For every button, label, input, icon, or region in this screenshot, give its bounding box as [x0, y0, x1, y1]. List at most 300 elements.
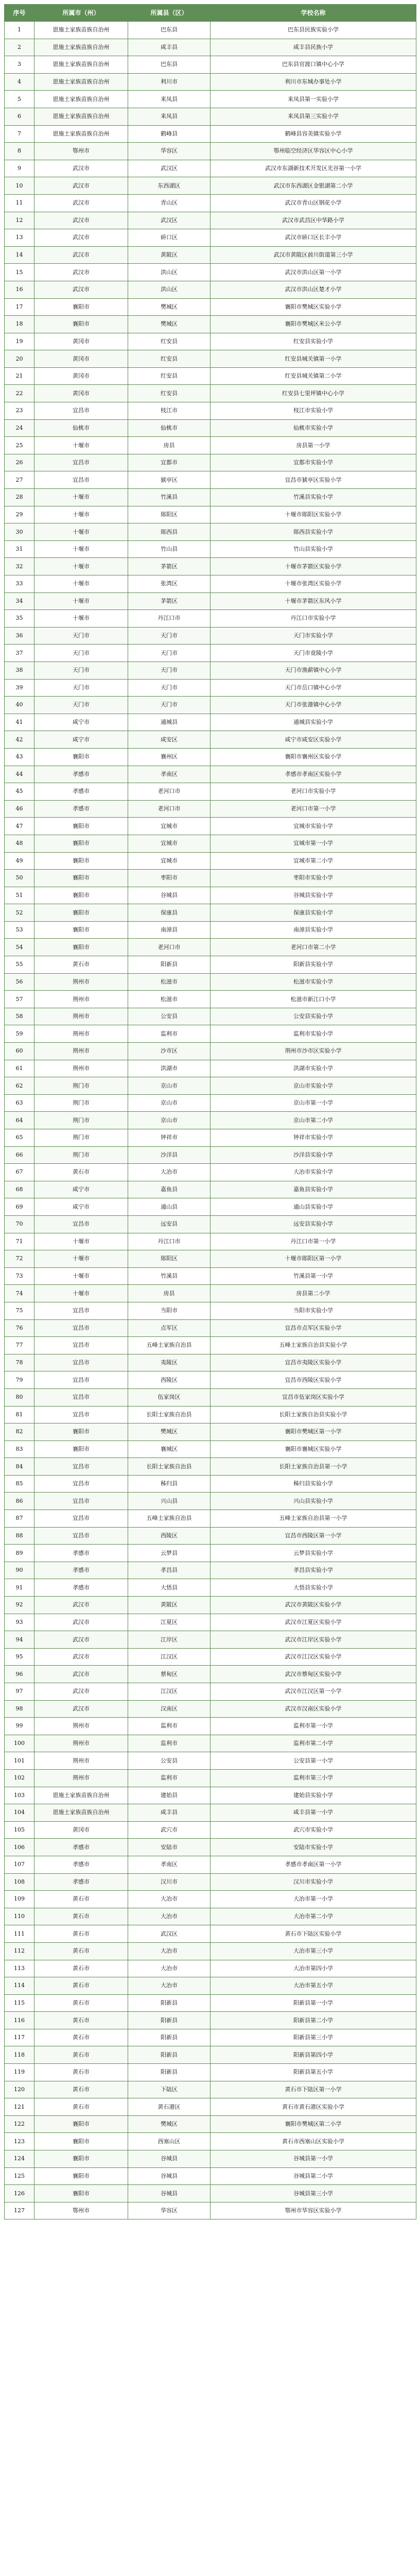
cell-city: 十堰市 [34, 1267, 128, 1285]
cell-city: 孝感市 [34, 1873, 128, 1891]
table-row [5, 973, 416, 991]
table-body [5, 22, 416, 2219]
cell-index: 56 [5, 973, 34, 991]
cell-city: 鄂州市 [34, 143, 128, 160]
cell-index: 25 [5, 437, 34, 454]
cell-index: 122 [5, 2115, 34, 2133]
cell-index: 92 [5, 1597, 34, 1614]
cell-school-name: 通山县实验小学 [211, 1198, 416, 1216]
cell-index: 73 [5, 1267, 34, 1285]
cell-county: 京山市 [128, 1094, 211, 1112]
cell-city: 荆州市 [34, 1060, 128, 1077]
table-row [5, 1267, 416, 1285]
table-row [5, 1458, 416, 1476]
cell-index: 114 [5, 1977, 34, 1995]
cell-index: 87 [5, 1510, 34, 1528]
table-row [5, 1631, 416, 1649]
cell-city: 天门市 [34, 697, 128, 714]
cell-school-name: 监利市第三小学 [211, 1769, 416, 1787]
cell-county: 青山区 [128, 194, 211, 212]
cell-index: 53 [5, 921, 34, 939]
cell-county: 监利市 [128, 1718, 211, 1735]
cell-county: 谷城县 [128, 2150, 211, 2168]
cell-city: 宜昌市 [34, 1388, 128, 1406]
cell-city: 天门市 [34, 662, 128, 679]
cell-index: 20 [5, 350, 34, 368]
cell-index: 106 [5, 1839, 34, 1856]
cell-county: 汉川市 [128, 1873, 211, 1891]
table-row [5, 91, 416, 108]
cell-index: 2 [5, 39, 34, 56]
cell-school-name: 武汉市江汉区实验小学 [211, 1648, 416, 1666]
cell-school-name: 公安县实验小学 [211, 1008, 416, 1025]
cell-index: 26 [5, 454, 34, 471]
cell-index: 76 [5, 1319, 34, 1337]
cell-school-name: 红安县城关镇第二小学 [211, 367, 416, 385]
cell-index: 79 [5, 1371, 34, 1389]
cell-city: 天门市 [34, 645, 128, 662]
cell-index: 46 [5, 800, 34, 818]
cell-school-name: 阳新县实验小学 [211, 956, 416, 974]
cell-school-name: 丹江口市实验小学 [211, 610, 416, 628]
cell-county: 樊城区 [128, 298, 211, 316]
cell-school-name: 武汉市黄陂区实验小学 [211, 1597, 416, 1614]
cell-school-name: 黄石市下陆区实验小学 [211, 1925, 416, 1943]
cell-school-name: 五峰土家族自治县实验小学 [211, 1337, 416, 1354]
table-row [5, 1440, 416, 1458]
table-row [5, 1510, 416, 1528]
cell-city: 荆州市 [34, 973, 128, 991]
cell-school-name: 大冶市第四小学 [211, 1960, 416, 1977]
cell-school-name: 保康县实验小学 [211, 904, 416, 922]
cell-county: 孝昌县 [128, 1562, 211, 1579]
cell-index: 48 [5, 835, 34, 852]
table-row [5, 2064, 416, 2081]
table-row [5, 523, 416, 541]
header-index: 序号 [5, 5, 34, 22]
cell-county: 郧阳区 [128, 1250, 211, 1268]
table-row [5, 1250, 416, 1268]
cell-school-name: 兴山县实验小学 [211, 1493, 416, 1510]
cell-county: 华容区 [128, 2202, 211, 2219]
cell-city: 宜昌市 [34, 1406, 128, 1423]
cell-school-name: 谷城县实验小学 [211, 887, 416, 904]
cell-county: 远安县 [128, 1215, 211, 1233]
cell-index: 125 [5, 2167, 34, 2185]
cell-index: 7 [5, 125, 34, 143]
cell-county: 点军区 [128, 1319, 211, 1337]
cell-city: 宜昌市 [34, 454, 128, 471]
table-row [5, 1077, 416, 1095]
school-table [4, 4, 416, 2219]
cell-school-name: 武汉市武昌区中华路小学 [211, 212, 416, 229]
cell-county: 茅箭区 [128, 592, 211, 610]
cell-city: 襄阳市 [34, 2133, 128, 2150]
cell-index: 94 [5, 1631, 34, 1649]
table-row [5, 610, 416, 628]
cell-city: 十堰市 [34, 506, 128, 523]
cell-city: 武汉市 [34, 177, 128, 195]
cell-index: 108 [5, 1873, 34, 1891]
cell-school-name: 天门市竟陵小学 [211, 645, 416, 662]
table-row [5, 1285, 416, 1302]
cell-county: 长阳土家族自治县 [128, 1458, 211, 1476]
cell-index: 39 [5, 679, 34, 697]
cell-city: 襄阳市 [34, 835, 128, 852]
cell-city: 黄冈市 [34, 350, 128, 368]
cell-city: 十堰市 [34, 575, 128, 593]
cell-city: 咸宁市 [34, 1198, 128, 1216]
cell-county: 猇亭区 [128, 471, 211, 489]
table-row [5, 1337, 416, 1354]
cell-school-name: 公安县第一小学 [211, 1752, 416, 1770]
cell-county: 来凤县 [128, 108, 211, 125]
cell-index: 29 [5, 506, 34, 523]
cell-school-name: 松滋市实验小学 [211, 973, 416, 991]
cell-school-name: 沙洋县实验小学 [211, 1146, 416, 1164]
cell-city: 襄阳市 [34, 2185, 128, 2202]
cell-city: 黄石市 [34, 956, 128, 974]
table-row [5, 714, 416, 731]
cell-index: 83 [5, 1440, 34, 1458]
table-row [5, 1752, 416, 1770]
cell-city: 宜昌市 [34, 1337, 128, 1354]
cell-city: 襄阳市 [34, 1440, 128, 1458]
table-row [5, 1060, 416, 1077]
cell-county: 张湾区 [128, 575, 211, 593]
cell-school-name: 钟祥市实验小学 [211, 1129, 416, 1147]
cell-index: 38 [5, 662, 34, 679]
table-row [5, 2167, 416, 2185]
cell-school-name: 大悟县实验小学 [211, 1579, 416, 1597]
table-row [5, 385, 416, 402]
cell-index: 40 [5, 697, 34, 714]
cell-city: 宜昌市 [34, 1215, 128, 1233]
table-row [5, 939, 416, 956]
table-row [5, 1493, 416, 1510]
cell-city: 襄阳市 [34, 2115, 128, 2133]
cell-index: 90 [5, 1562, 34, 1579]
cell-county: 监利市 [128, 1025, 211, 1043]
cell-index: 28 [5, 489, 34, 506]
cell-school-name: 五峰土家族自治县第一小学 [211, 1510, 416, 1528]
cell-city: 黄石市 [34, 2012, 128, 2029]
cell-index: 84 [5, 1458, 34, 1476]
cell-city: 武汉市 [34, 264, 128, 281]
cell-county: 来凤县 [128, 91, 211, 108]
cell-city: 十堰市 [34, 592, 128, 610]
table-row [5, 2012, 416, 2029]
cell-city: 恩施土家族苗族自治州 [34, 73, 128, 91]
cell-index: 21 [5, 367, 34, 385]
cell-county: 郧阳区 [128, 506, 211, 523]
table-row [5, 1112, 416, 1129]
cell-school-name: 襄阳市樊城区第二小学 [211, 2115, 416, 2133]
cell-city: 恩施土家族苗族自治州 [34, 39, 128, 56]
cell-city: 武汉市 [34, 281, 128, 298]
cell-city: 襄阳市 [34, 921, 128, 939]
cell-school-name: 大冶市第三小学 [211, 1942, 416, 1960]
cell-index: 49 [5, 852, 34, 870]
cell-county: 保康县 [128, 904, 211, 922]
cell-city: 荆州市 [34, 1735, 128, 1752]
cell-city: 黄石市 [34, 2064, 128, 2081]
cell-school-name: 红安县实验小学 [211, 333, 416, 350]
table-row [5, 1025, 416, 1043]
cell-index: 104 [5, 1804, 34, 1822]
cell-city: 黄石市 [34, 2081, 128, 2098]
cell-school-name: 天门市实验小学 [211, 627, 416, 645]
cell-county: 襄州区 [128, 748, 211, 766]
cell-index: 42 [5, 731, 34, 749]
table-row [5, 991, 416, 1008]
header-county: 所属县（区） [128, 5, 211, 22]
cell-index: 61 [5, 1060, 34, 1077]
cell-school-name: 南漳县实验小学 [211, 921, 416, 939]
cell-school-name: 十堰市张湾区实验小学 [211, 575, 416, 593]
cell-index: 54 [5, 939, 34, 956]
cell-city: 十堰市 [34, 437, 128, 454]
cell-school-name: 阳新县第五小学 [211, 2064, 416, 2081]
cell-city: 仙桃市 [34, 419, 128, 437]
table-row [5, 956, 416, 974]
table-row [5, 1787, 416, 1804]
cell-school-name: 房县第二小学 [211, 1285, 416, 1302]
cell-county: 江岸区 [128, 1631, 211, 1649]
cell-school-name: 黄石市黄石港区实验小学 [211, 2098, 416, 2116]
cell-index: 107 [5, 1856, 34, 1873]
table-row [5, 627, 416, 645]
cell-city: 孝感市 [34, 766, 128, 783]
cell-county: 武汉区 [128, 212, 211, 229]
cell-school-name: 天门市岳口镇中心小学 [211, 679, 416, 697]
cell-county: 公安县 [128, 1752, 211, 1770]
cell-county: 孝南区 [128, 1856, 211, 1873]
cell-city: 武汉市 [34, 246, 128, 264]
table-row [5, 125, 416, 143]
cell-city: 孝感市 [34, 1579, 128, 1597]
cell-city: 孝感市 [34, 1856, 128, 1873]
cell-school-name: 大冶市第二小学 [211, 1908, 416, 1925]
cell-county: 老河口市 [128, 783, 211, 801]
table-row [5, 1839, 416, 1856]
cell-county: 房县 [128, 437, 211, 454]
table-row [5, 73, 416, 91]
table-row [5, 1094, 416, 1112]
cell-school-name: 天门市张港镇中心小学 [211, 697, 416, 714]
cell-school-name: 武穴市实验小学 [211, 1821, 416, 1839]
cell-school-name: 武汉市江汉区第一小学 [211, 1683, 416, 1701]
cell-school-name: 阳新县第四小学 [211, 2046, 416, 2064]
table-row [5, 22, 416, 39]
cell-city: 恩施土家族苗族自治州 [34, 91, 128, 108]
cell-city: 恩施土家族苗族自治州 [34, 1804, 128, 1822]
table-row [5, 229, 416, 247]
cell-city: 荆门市 [34, 1077, 128, 1095]
cell-city: 黄石市 [34, 1994, 128, 2012]
table-row [5, 1856, 416, 1873]
cell-city: 荆州市 [34, 1752, 128, 1770]
cell-county: 洪湖市 [128, 1060, 211, 1077]
cell-county: 天门市 [128, 662, 211, 679]
cell-county: 监利市 [128, 1769, 211, 1787]
cell-school-name: 武汉市洪山区第一小学 [211, 264, 416, 281]
cell-city: 孝感市 [34, 1839, 128, 1856]
cell-school-name: 谷城县第一小学 [211, 2150, 416, 2168]
cell-county: 大冶市 [128, 1977, 211, 1995]
cell-city: 孝感市 [34, 1545, 128, 1562]
cell-index: 121 [5, 2098, 34, 2116]
cell-city: 武汉市 [34, 194, 128, 212]
cell-school-name: 咸丰县民族小学 [211, 39, 416, 56]
cell-county: 樊城区 [128, 2115, 211, 2133]
cell-city: 黄冈市 [34, 1821, 128, 1839]
cell-index: 12 [5, 212, 34, 229]
table-row [5, 316, 416, 333]
cell-county: 天门市 [128, 627, 211, 645]
cell-city: 黄石市 [34, 1164, 128, 1181]
cell-county: 宜都市 [128, 454, 211, 471]
cell-school-name: 大冶市实验小学 [211, 1164, 416, 1181]
cell-index: 74 [5, 1285, 34, 1302]
cell-county: 天门市 [128, 679, 211, 697]
table-row [5, 1821, 416, 1839]
cell-school-name: 监利市第二小学 [211, 1735, 416, 1752]
cell-city: 宜昌市 [34, 1319, 128, 1337]
cell-city: 鄂州市 [34, 2202, 128, 2219]
table-header-row [5, 5, 416, 22]
cell-school-name: 来凤县第一实验小学 [211, 91, 416, 108]
cell-index: 112 [5, 1942, 34, 1960]
cell-school-name: 当阳市实验小学 [211, 1302, 416, 1319]
cell-county: 房县 [128, 1285, 211, 1302]
table-row [5, 367, 416, 385]
cell-index: 64 [5, 1112, 34, 1129]
table-row [5, 1146, 416, 1164]
cell-index: 75 [5, 1302, 34, 1319]
cell-county: 谷城县 [128, 2167, 211, 2185]
cell-county: 郧西县 [128, 523, 211, 541]
cell-city: 黄石市 [34, 1908, 128, 1925]
cell-county: 五峰土家族自治县 [128, 1337, 211, 1354]
cell-school-name: 仙桃市实验小学 [211, 419, 416, 437]
cell-school-name: 枣阳市实验小学 [211, 870, 416, 887]
cell-county: 大冶市 [128, 1164, 211, 1181]
table-row [5, 2115, 416, 2133]
cell-county: 襄城区 [128, 1440, 211, 1458]
table-row [5, 1043, 416, 1060]
cell-school-name: 孝感市孝南区第一小学 [211, 1856, 416, 1873]
cell-index: 115 [5, 1994, 34, 2012]
cell-county: 茅箭区 [128, 558, 211, 575]
cell-city: 咸宁市 [34, 1181, 128, 1198]
cell-school-name: 鄂州市华容区实验小学 [211, 2202, 416, 2219]
cell-city: 恩施土家族苗族自治州 [34, 22, 128, 39]
cell-county: 伍家岗区 [128, 1388, 211, 1406]
table-row [5, 1181, 416, 1198]
cell-county: 利川市 [128, 73, 211, 91]
cell-county: 枣阳市 [128, 870, 211, 887]
cell-county: 巴东县 [128, 56, 211, 74]
cell-city: 武汉市 [34, 160, 128, 177]
cell-county: 江汉区 [128, 1648, 211, 1666]
cell-index: 35 [5, 610, 34, 628]
cell-index: 45 [5, 783, 34, 801]
cell-school-name: 红安县七里坪镇中心小学 [211, 385, 416, 402]
cell-county: 下陆区 [128, 2081, 211, 2098]
cell-school-name: 襄阳市襄州区实验小学 [211, 748, 416, 766]
cell-school-name: 宜昌市西陵区实验小学 [211, 1371, 416, 1389]
table-row [5, 679, 416, 697]
cell-city: 恩施土家族苗族自治州 [34, 108, 128, 125]
table-row [5, 1527, 416, 1545]
cell-county: 云梦县 [128, 1545, 211, 1562]
cell-index: 17 [5, 298, 34, 316]
cell-city: 宜昌市 [34, 1458, 128, 1476]
cell-school-name: 宜都市实验小学 [211, 454, 416, 471]
cell-index: 81 [5, 1406, 34, 1423]
table-row [5, 437, 416, 454]
table-row [5, 281, 416, 298]
table-row [5, 783, 416, 801]
cell-index: 80 [5, 1388, 34, 1406]
cell-county: 宜城市 [128, 835, 211, 852]
cell-city: 武汉市 [34, 229, 128, 247]
table-row [5, 1354, 416, 1371]
cell-county: 阳新县 [128, 2046, 211, 2064]
cell-city: 武汉市 [34, 1597, 128, 1614]
cell-school-name: 咸宁市咸安区实验小学 [211, 731, 416, 749]
cell-index: 124 [5, 2150, 34, 2168]
cell-index: 95 [5, 1648, 34, 1666]
cell-county: 江汉区 [128, 1683, 211, 1701]
cell-county: 京山市 [128, 1112, 211, 1129]
cell-index: 50 [5, 870, 34, 887]
cell-school-name: 安陆市实验小学 [211, 1839, 416, 1856]
cell-county: 大冶市 [128, 1960, 211, 1977]
cell-index: 15 [5, 264, 34, 281]
cell-school-name: 武汉市江岸区实验小学 [211, 1631, 416, 1649]
cell-index: 47 [5, 818, 34, 835]
cell-index: 6 [5, 108, 34, 125]
cell-index: 43 [5, 748, 34, 766]
cell-index: 16 [5, 281, 34, 298]
cell-school-name: 谷城县第三小学 [211, 2185, 416, 2202]
cell-school-name: 武汉市黄陂区前川街道第三小学 [211, 246, 416, 264]
cell-index: 123 [5, 2133, 34, 2150]
cell-index: 126 [5, 2185, 34, 2202]
cell-index: 109 [5, 1891, 34, 1908]
table-row [5, 662, 416, 679]
cell-county: 竹山县 [128, 540, 211, 558]
cell-school-name: 红安县城关镇第一小学 [211, 350, 416, 368]
cell-index: 127 [5, 2202, 34, 2219]
cell-county: 嘉鱼县 [128, 1181, 211, 1198]
cell-county: 长阳土家族自治县 [128, 1406, 211, 1423]
cell-school-name: 老河口市第一小学 [211, 800, 416, 818]
cell-school-name: 监利市实验小学 [211, 1025, 416, 1043]
table-row [5, 1942, 416, 1960]
table-row [5, 731, 416, 749]
cell-city: 宜昌市 [34, 1493, 128, 1510]
table-row [5, 1164, 416, 1181]
table-row [5, 1700, 416, 1718]
cell-index: 34 [5, 592, 34, 610]
cell-city: 咸宁市 [34, 714, 128, 731]
table-row [5, 2098, 416, 2116]
cell-index: 105 [5, 1821, 34, 1839]
cell-school-name: 武汉市汉南区实验小学 [211, 1700, 416, 1718]
